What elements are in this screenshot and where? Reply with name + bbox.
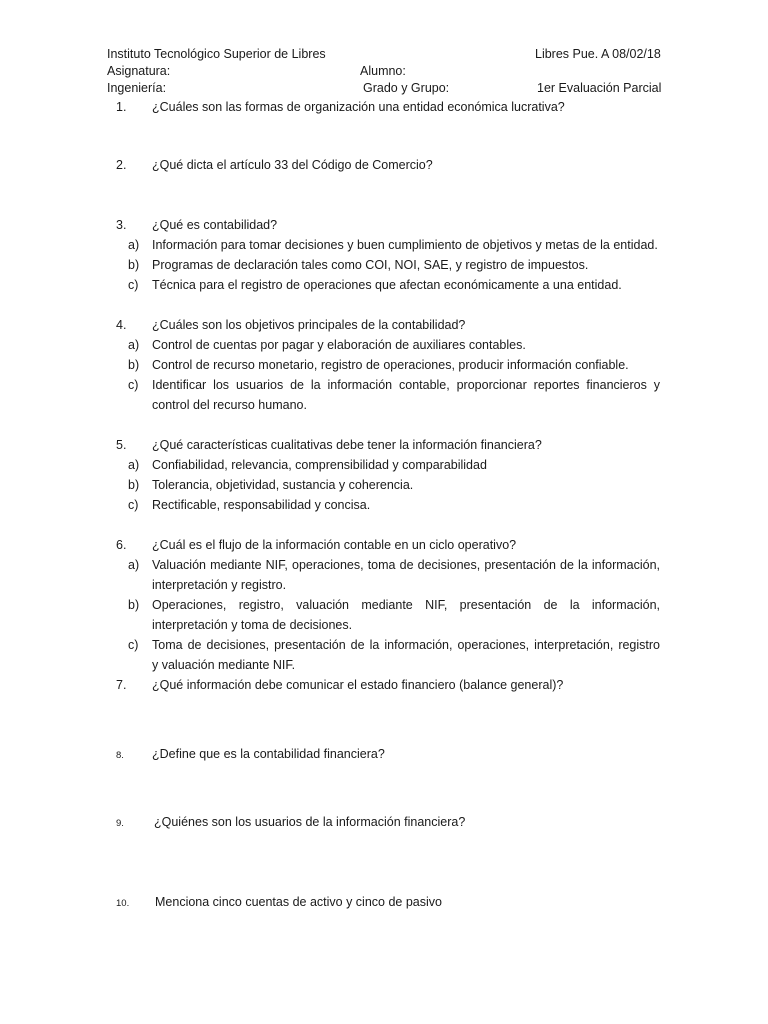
option-text-line: y valuación mediante NIF. — [152, 658, 296, 672]
option-letter: c) — [128, 378, 139, 392]
option-letter: c) — [128, 498, 139, 512]
option-letter: a) — [128, 238, 140, 252]
option-letter: c) — [128, 638, 139, 652]
option-letter: b) — [128, 598, 140, 612]
question-text: ¿Quiénes son los usuarios de la información financiera? — [154, 815, 466, 829]
grade-group-label: Grado y Grupo: — [363, 81, 450, 95]
institute-name: Instituto Tecnológico Superior de Libres — [107, 47, 326, 61]
question-text: ¿Define que es la contabilidad financiera? — [152, 747, 385, 761]
option-text-line: Toma de decisiones, presentación de la información, operaciones, interpretación, registro — [152, 638, 660, 652]
date-place: Libres Pue. A 08/02/18 — [535, 47, 661, 61]
question-number: 1. — [116, 100, 127, 114]
option-text-line: control del recurso humano. — [152, 398, 307, 412]
option-letter: c) — [128, 278, 139, 292]
question-text: ¿Qué características cualitativas debe tener la información financiera? — [152, 438, 542, 452]
student-label: Alumno: — [360, 64, 406, 78]
question-number: 6. — [116, 538, 127, 552]
question-number: 3. — [116, 218, 127, 232]
option-text: Programas de declaración tales como COI, NOI, SAE, y registro de impuestos. — [152, 258, 589, 272]
question-number: 5. — [116, 438, 127, 452]
question-text: ¿Qué es contabilidad? — [152, 218, 278, 232]
option-text: Información para tomar decisiones y buen cumplimiento de objetivos y metas de la entidad. — [152, 238, 658, 252]
option-letter: b) — [128, 478, 140, 492]
option-text: Rectificable, responsabilidad y concisa. — [152, 498, 371, 512]
question-number: 9. — [116, 818, 124, 829]
option-text-line: Operaciones, registro, valuación mediante NIF, presentación de la información, — [152, 598, 660, 612]
option-text: Control de recurso monetario, registro de operaciones, producir información confiable. — [152, 358, 629, 372]
option-letter: b) — [128, 358, 140, 372]
question-number: 7. — [116, 678, 127, 692]
subject-label: Asignatura: — [107, 64, 171, 78]
option-text-line: Identificar los usuarios de la información contable, proporcionar reportes financieros y — [152, 378, 660, 392]
question-number: 4. — [116, 318, 127, 332]
question-text: ¿Cuáles son los objetivos principales de la contabilidad? — [152, 318, 466, 332]
question-number: 2. — [116, 158, 127, 172]
option-letter: a) — [128, 558, 140, 572]
question-text: ¿Qué información debe comunicar el estado financiero (balance general)? — [152, 678, 564, 692]
option-text: Control de cuentas por pagar y elaboración de auxiliares contables. — [152, 338, 526, 352]
option-letter: a) — [128, 338, 140, 352]
option-letter: a) — [128, 458, 140, 472]
question-text: ¿Qué dicta el artículo 33 del Código de Comercio? — [152, 158, 433, 172]
question-number: 8. — [116, 750, 124, 761]
option-text-line: interpretación y toma de decisiones. — [152, 618, 353, 632]
career-label: Ingeniería: — [107, 81, 167, 95]
option-text-line: interpretación y registro. — [152, 578, 287, 592]
option-text: Técnica para el registro de operaciones que afectan económicamente a una entidad. — [152, 278, 622, 292]
evaluation-title: 1er Evaluación Parcial — [537, 81, 662, 95]
option-text-line: Valuación mediante NIF, operaciones, toma de decisiones, presentación de la información, — [152, 558, 660, 572]
question-text: ¿Cuál es el flujo de la información contable en un ciclo operativo? — [152, 538, 517, 552]
question-text: Menciona cinco cuentas de activo y cinco de pasivo — [155, 895, 442, 909]
option-text: Confiabilidad, relevancia, comprensibilidad y comparabilidad — [152, 458, 487, 472]
question-text: ¿Cuáles son las formas de organización una entidad económica lucrativa? — [152, 100, 565, 114]
option-letter: b) — [128, 258, 140, 272]
option-text: Tolerancia, objetividad, sustancia y coherencia. — [152, 478, 414, 492]
question-number: 10. — [116, 898, 130, 909]
